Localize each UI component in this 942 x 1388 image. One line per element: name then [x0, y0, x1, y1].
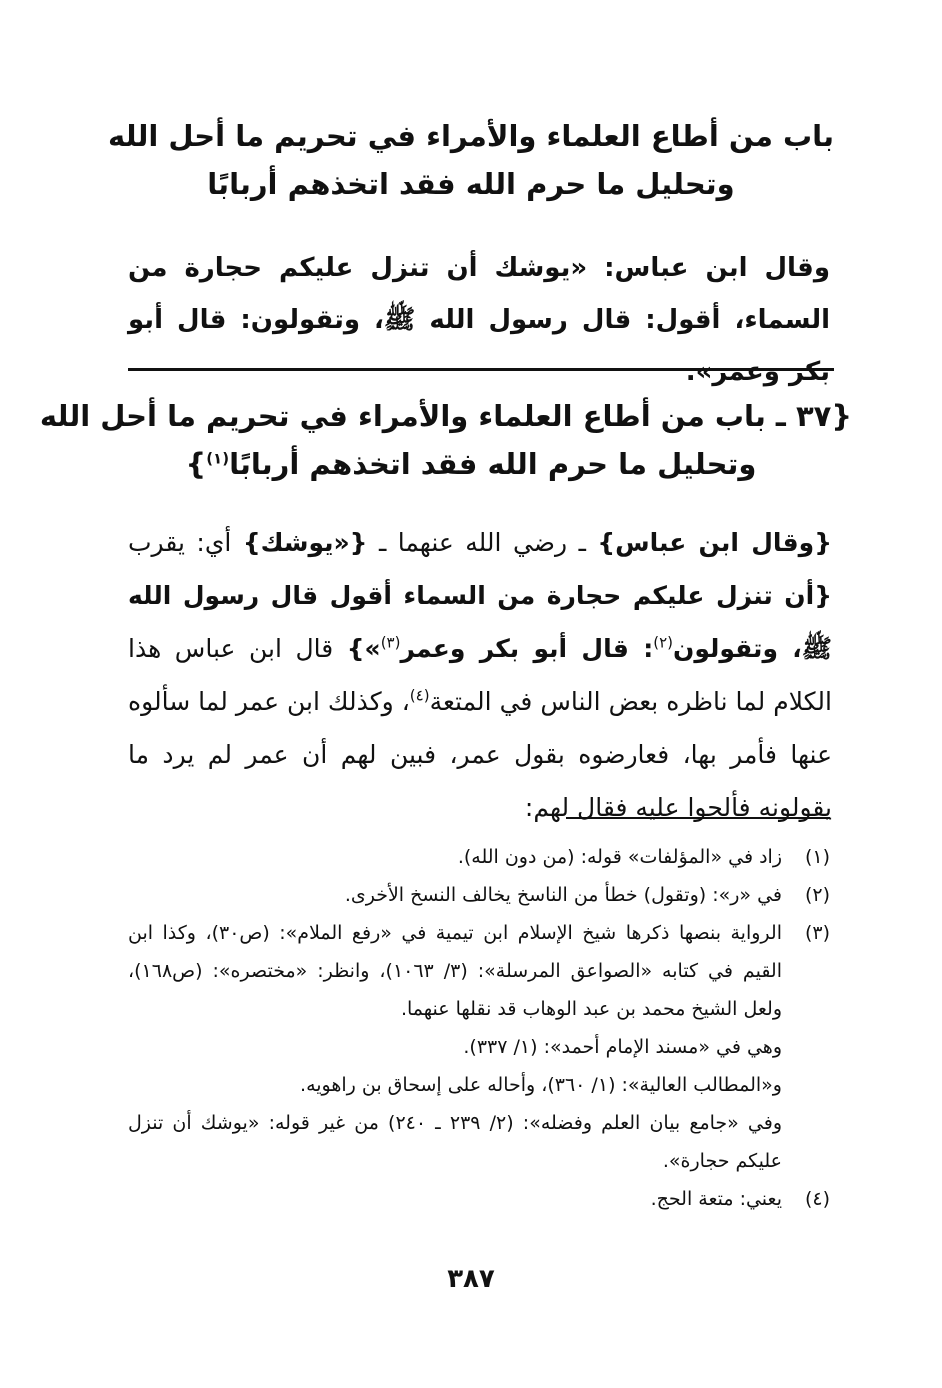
sharh-text-segment: ـ رضي الله عنهما ـ: [367, 528, 598, 557]
matn-heading-line-1: باب من أطاع العلماء والأمراء في تحريم ما أحل الله: [108, 119, 834, 153]
footnote-text: في «ر»: (وتقول) خطأ من الناسخ يخالف النسخ الأخرى.: [344, 884, 782, 906]
footnote-number: (١): [804, 846, 830, 868]
sharh-quote-body: {أن تنزل عليكم حجارة من السماء أقول قال رسول الله ﷺ، وتقولون: [128, 581, 832, 663]
footnote-text: وهي في «مسند الإمام أحمد»: (١/ ٣٣٧).: [463, 1036, 782, 1058]
footnote-body: [128, 838, 782, 876]
page-number: ٣٨٧: [447, 1264, 495, 1294]
matn-chapter-heading: [90, 112, 852, 208]
footnote-number: (٢): [804, 884, 830, 906]
sharh-chapter-heading: [39, 392, 852, 488]
footnote-text: وفي «جامع بيان العلم وفضله»: (٢/ ٢٣٩ ـ ٢٤٠) من غير قوله: «يوشك أن تنزل عليكم حجارة».: [128, 1112, 783, 1172]
matn-separator-rule: [128, 368, 834, 371]
sharh-heading-line-2: [90, 440, 852, 488]
sharh-text-segment: أي: يقرب: [128, 528, 243, 557]
footnote-text: الرواية بنصها ذكرها شيخ الإسلام ابن تيمية في «رفع الملام»: (ص٣٠)، وكذا ابن القيم في كتابه «الصواعق المرسلة»: (٣/ ١٠٦٣)، وانظر: «مختصره»: (ص١٦٨)، ولعل الشيخ محمد بن عبد الوهاب قد نقلها عنهما.: [128, 922, 782, 1020]
footnote-ref-1[interactable]: (١): [206, 449, 230, 468]
footnote-body: [128, 876, 782, 914]
sharh-quote-narrator: {وقال ابن عباس}: [597, 528, 833, 557]
matn-text: وقال ابن عباس: «يوشك أن تنزل عليكم حجارة من السماء، أقول: قال رسول الله ﷺ، وتقولون: قال أبو بكر وعمر».: [128, 253, 830, 387]
sharh-quote-close: »}: [346, 634, 381, 663]
footnote-item-3: [128, 914, 830, 1180]
footnote-item-4: [128, 1180, 830, 1218]
footnote-text: و«المطالب العالية»: (١/ ٣٦٠)، وأحاله على إسحاق بن راهويه.: [300, 1074, 782, 1096]
footnote-ref-2[interactable]: (٢): [653, 633, 673, 652]
footnote-number: (٣): [804, 922, 830, 944]
sharh-text-segment: قال ابن عباس هذا الكلام لما ناظره بعض الناس في المتعة: [128, 634, 832, 716]
footnote-item-2: [128, 876, 830, 914]
footnote-ref-3[interactable]: (٣): [380, 633, 401, 652]
matn-heading-line-2: وتحليل ما حرم الله فقد اتخذهم أربابًا: [207, 167, 735, 201]
footnote-text: زاد في «المؤلفات» قوله: (من دون الله).: [457, 846, 782, 868]
footnote-body: [128, 1180, 782, 1218]
footnote-body: [128, 914, 782, 1180]
sharh-heading-line-1: {٣٧ ـ باب من أطاع العلماء والأمراء في تحريم ما أحل الله: [39, 399, 852, 433]
sharh-heading-close-brace: }: [185, 447, 207, 481]
footnote-number: (٤): [804, 1188, 830, 1210]
sharh-heading-line-2-text: وتحليل ما حرم الله فقد اتخذهم أربابًا: [229, 447, 757, 481]
sharh-text-segment: ، وكذلك ابن عمر لما سألوه عنها فأمر بها، فعارضوه بقول عمر، فبين لهم أن عمر لم يرد ما يقولونه فألحوا عليه فقال لهم:: [128, 687, 832, 822]
sharh-paragraph: [128, 516, 832, 834]
footnote-text: يعني: متعة الحج.: [650, 1188, 782, 1210]
sharh-quote-word: {«يوشك}: [242, 528, 368, 557]
footnote-ref-4[interactable]: (٤): [409, 686, 430, 705]
sharh-quote-end: : قال أبو بكر وعمر: [400, 634, 654, 663]
footnotes-list: [128, 838, 830, 1218]
footnote-item-1: [128, 838, 830, 876]
footnote-separator-rule: [566, 817, 830, 819]
